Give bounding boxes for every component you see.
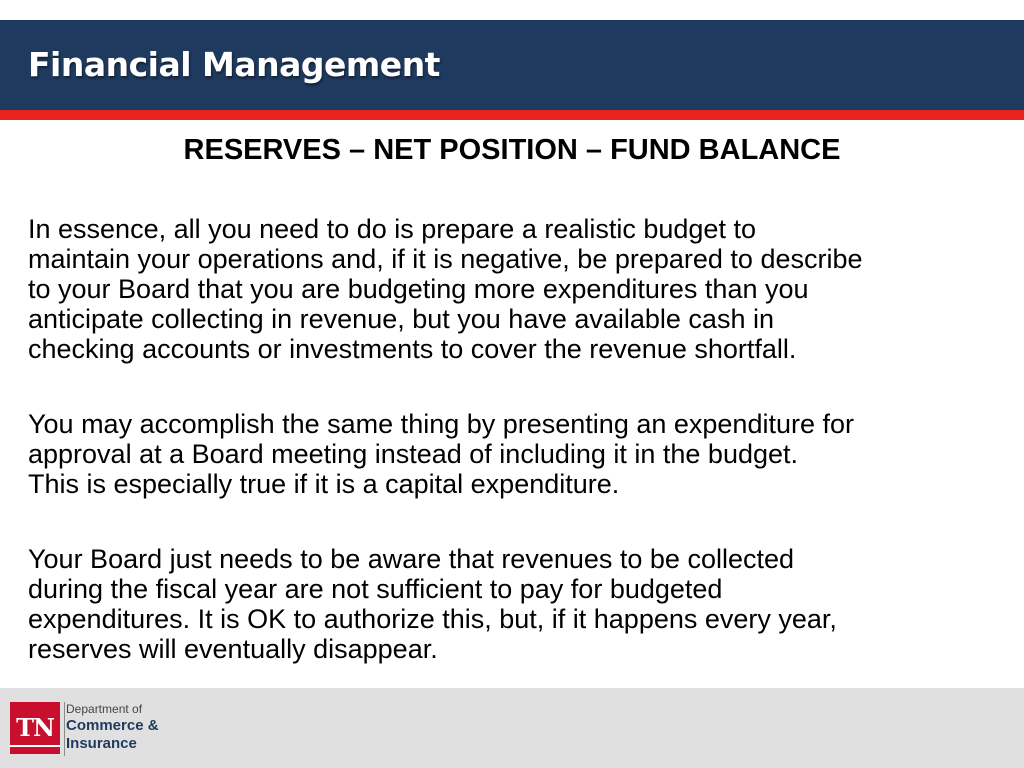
paragraph-line: during the fiscal year are not sufficient to pay for budgeted — [28, 574, 723, 604]
logo-divider — [64, 702, 65, 756]
paragraph-reserves — [28, 544, 1008, 664]
paragraph-line: In essence, all you need to do is prepare a realistic budget to — [28, 214, 756, 244]
paragraph-line: maintain your operations and, if it is negative, be prepared to describe — [28, 244, 863, 274]
footer — [0, 688, 1024, 768]
paragraph-line: You may accomplish the same thing by presenting an expenditure for — [28, 409, 854, 439]
paragraph-line: expenditures. It is OK to authorize this, but, if it happens every year, — [28, 604, 837, 634]
slide-title: Financial Management — [28, 45, 440, 84]
slide-subtitle: RESERVES – NET POSITION – FUND BALANCE — [183, 134, 841, 166]
accent-stripe — [0, 110, 1024, 120]
logo-name-line1: Commerce & — [66, 717, 159, 734]
title-bar — [0, 20, 1024, 110]
paragraph-line: checking accounts or investments to cover the revenue shortfall. — [28, 334, 797, 364]
paragraph-line: This is especially true if it is a capital expenditure. — [28, 469, 620, 499]
logo-department-label: Department of — [66, 702, 143, 716]
paragraph-line: Your Board just needs to be aware that revenues to be collected — [28, 544, 795, 574]
paragraph-board-approval — [28, 409, 1008, 499]
department-logo — [10, 702, 210, 758]
logo-name-line2: Insurance — [66, 735, 137, 752]
tn-logo-mark: TN — [10, 702, 60, 754]
paragraph-line: approval at a Board meeting instead of including it in the budget. — [28, 439, 799, 469]
paragraph-budget — [28, 214, 1008, 364]
paragraph-line: to your Board that you are budgeting more expenditures than you — [28, 274, 809, 304]
paragraph-line: anticipate collecting in revenue, but you have available cash in — [28, 304, 774, 334]
paragraph-line: reserves will eventually disappear. — [28, 634, 438, 664]
